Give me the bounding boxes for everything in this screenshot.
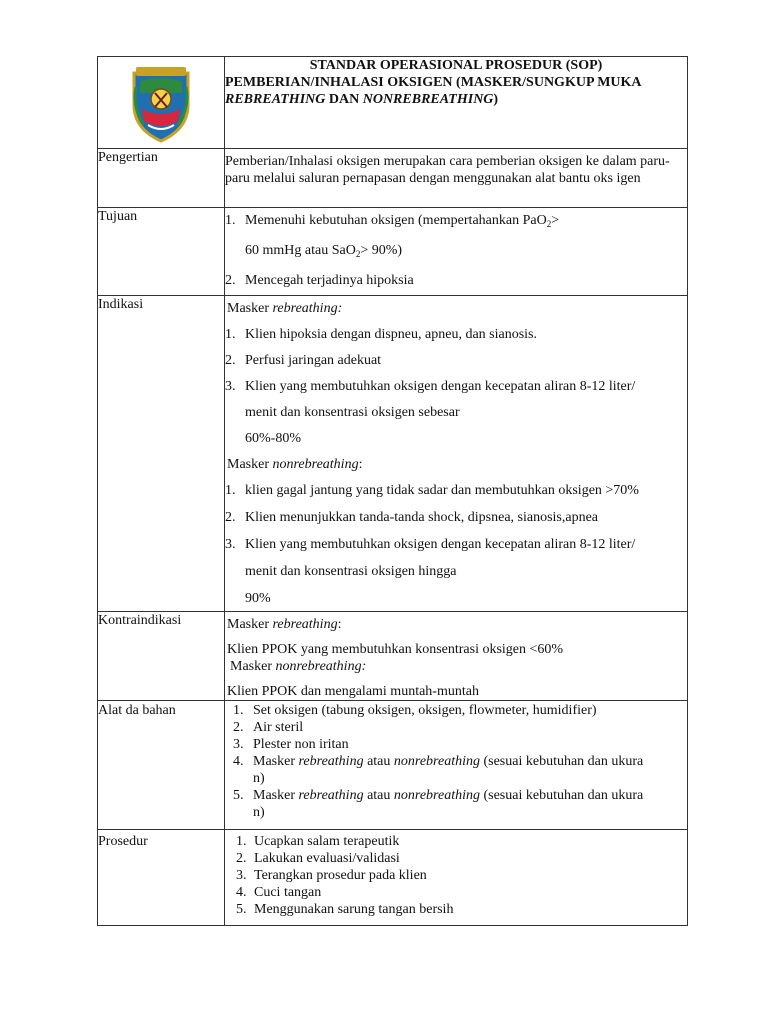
alat-label: Alat da bahan [98, 701, 225, 830]
list-item: 3. Plester non iritan [233, 737, 349, 752]
list-item: 2. Klien menunjukkan tanda-tanda shock, dipsnea, sianosis,apnea [225, 510, 599, 525]
subtitle-dan: DAN [325, 92, 363, 107]
list-item: 5. Masker rebreathing atau nonrebreathing (sesuai kebutuhan dan ukura [233, 788, 644, 803]
list-item: 2. Lakukan evaluasi/validasi [236, 851, 400, 866]
list-item: 5. Menggunakan sarung tangan bersih [236, 902, 454, 917]
tujuan-item-1-cont: 60 mmHg atau SaO$_2$> 90%) [245, 243, 403, 259]
tujuan-content [225, 208, 688, 296]
list-item: 3. Terangkan prosedur pada klien [236, 868, 427, 883]
list-item-cont: n) [253, 771, 265, 786]
kontraindikasi-row [98, 612, 688, 701]
list-item: 4. Masker rebreathing atau nonrebreathing (sesuai kebutuhan dan ukura [233, 754, 644, 769]
list-item-cont: menit dan konsentrasi oksigen hingga [245, 564, 457, 579]
indikasi-label: Indikasi [98, 296, 225, 612]
list-item-cont: 90% [245, 591, 271, 606]
tujuan-item-2: 2. Mencegah terjadinya hipoksia [225, 273, 414, 288]
header-row [98, 57, 688, 149]
subtitle-close: ) [493, 92, 499, 107]
list-item-cont: 60%-80% [245, 431, 301, 446]
list-item: 1. klien gagal jantung yang tidak sadar dan membutuhkan oksigen >70% [225, 483, 639, 498]
kontraindikasi-content [225, 612, 688, 701]
indikasi-rebreathing-list [225, 326, 687, 447]
list-item: 2. Air steril [233, 720, 304, 735]
document-subtitle-line1: PEMBERIAN/INHALASI OKSIGEN (MASKER/SUNGKUP MUKA [225, 75, 642, 90]
list-item-cont: n) [253, 805, 265, 820]
kontra-nonrebreathing-heading: Masker nonrebreathing: [230, 659, 367, 674]
list-item: 1. Ucapkan salam terapeutik [236, 834, 400, 849]
document-subtitle-line2 [225, 91, 687, 108]
prosedur-content [225, 830, 688, 926]
kontraindikasi-label: Kontraindikasi [98, 612, 225, 701]
kontra-rebreathing-heading: Masker rebreathing: [227, 617, 342, 632]
sop-table [97, 56, 688, 926]
indikasi-content [225, 296, 688, 612]
prosedur-row [98, 830, 688, 926]
logo-cell [98, 57, 225, 149]
header-title-cell [225, 57, 688, 149]
list-item: 4. Cuci tangan [236, 885, 322, 900]
list-item: 3. Klien yang membutuhkan oksigen dengan kecepatan aliran 8-12 liter/ [225, 379, 636, 394]
subtitle-nonrebreathing: NONREBREATHING [362, 92, 494, 107]
prosedur-label: Prosedur [98, 830, 225, 926]
tujuan-row [98, 208, 688, 296]
pengertian-row [98, 149, 688, 208]
pengertian-text: Pemberian/Inhalasi oksigen merupakan cara pemberian oksigen ke dalam paru-paru melalui saluran pernapasan dengan menggunakan alat bantu oks igen [225, 149, 688, 208]
indikasi-rebreathing-heading: Masker rebreathing: [227, 301, 343, 316]
kontra-rebreathing-text: Klien PPOK yang membutuhkan konsentrasi oksigen <60% [227, 642, 564, 657]
list-item: 2. Perfusi jaringan adekuat [225, 353, 382, 368]
document-title: STANDAR OPERASIONAL PROSEDUR (SOP) [309, 58, 603, 73]
alat-content [225, 701, 688, 830]
regional-emblem-icon [128, 63, 194, 143]
pengertian-label: Pengertian [98, 149, 225, 208]
list-item-cont: menit dan konsentrasi oksigen sebesar [245, 405, 460, 420]
subtitle-rebreathing: REBREATHING [225, 92, 326, 107]
indikasi-nonrebreathing-list [225, 482, 687, 607]
list-item: 3. Klien yang membutuhkan oksigen dengan kecepatan aliran 8-12 liter/ [225, 537, 636, 552]
list-item: 1. Set oksigen (tabung oksigen, oksigen, flowmeter, humidifier) [233, 703, 597, 718]
tujuan-label: Tujuan [98, 208, 225, 296]
alat-row [98, 701, 688, 830]
list-item: 1. Klien hipoksia dengan dispneu, apneu, dan sianosis. [225, 327, 538, 342]
tujuan-item-1: 1. Memenuhi kebutuhan oksigen (mempertahankan PaO$_2$> [225, 213, 560, 229]
kontra-nonrebreathing-text: Klien PPOK dan mengalami muntah-muntah [227, 684, 479, 699]
indikasi-row [98, 296, 688, 612]
indikasi-nonrebreathing-heading: Masker nonrebreathing: [227, 457, 363, 472]
